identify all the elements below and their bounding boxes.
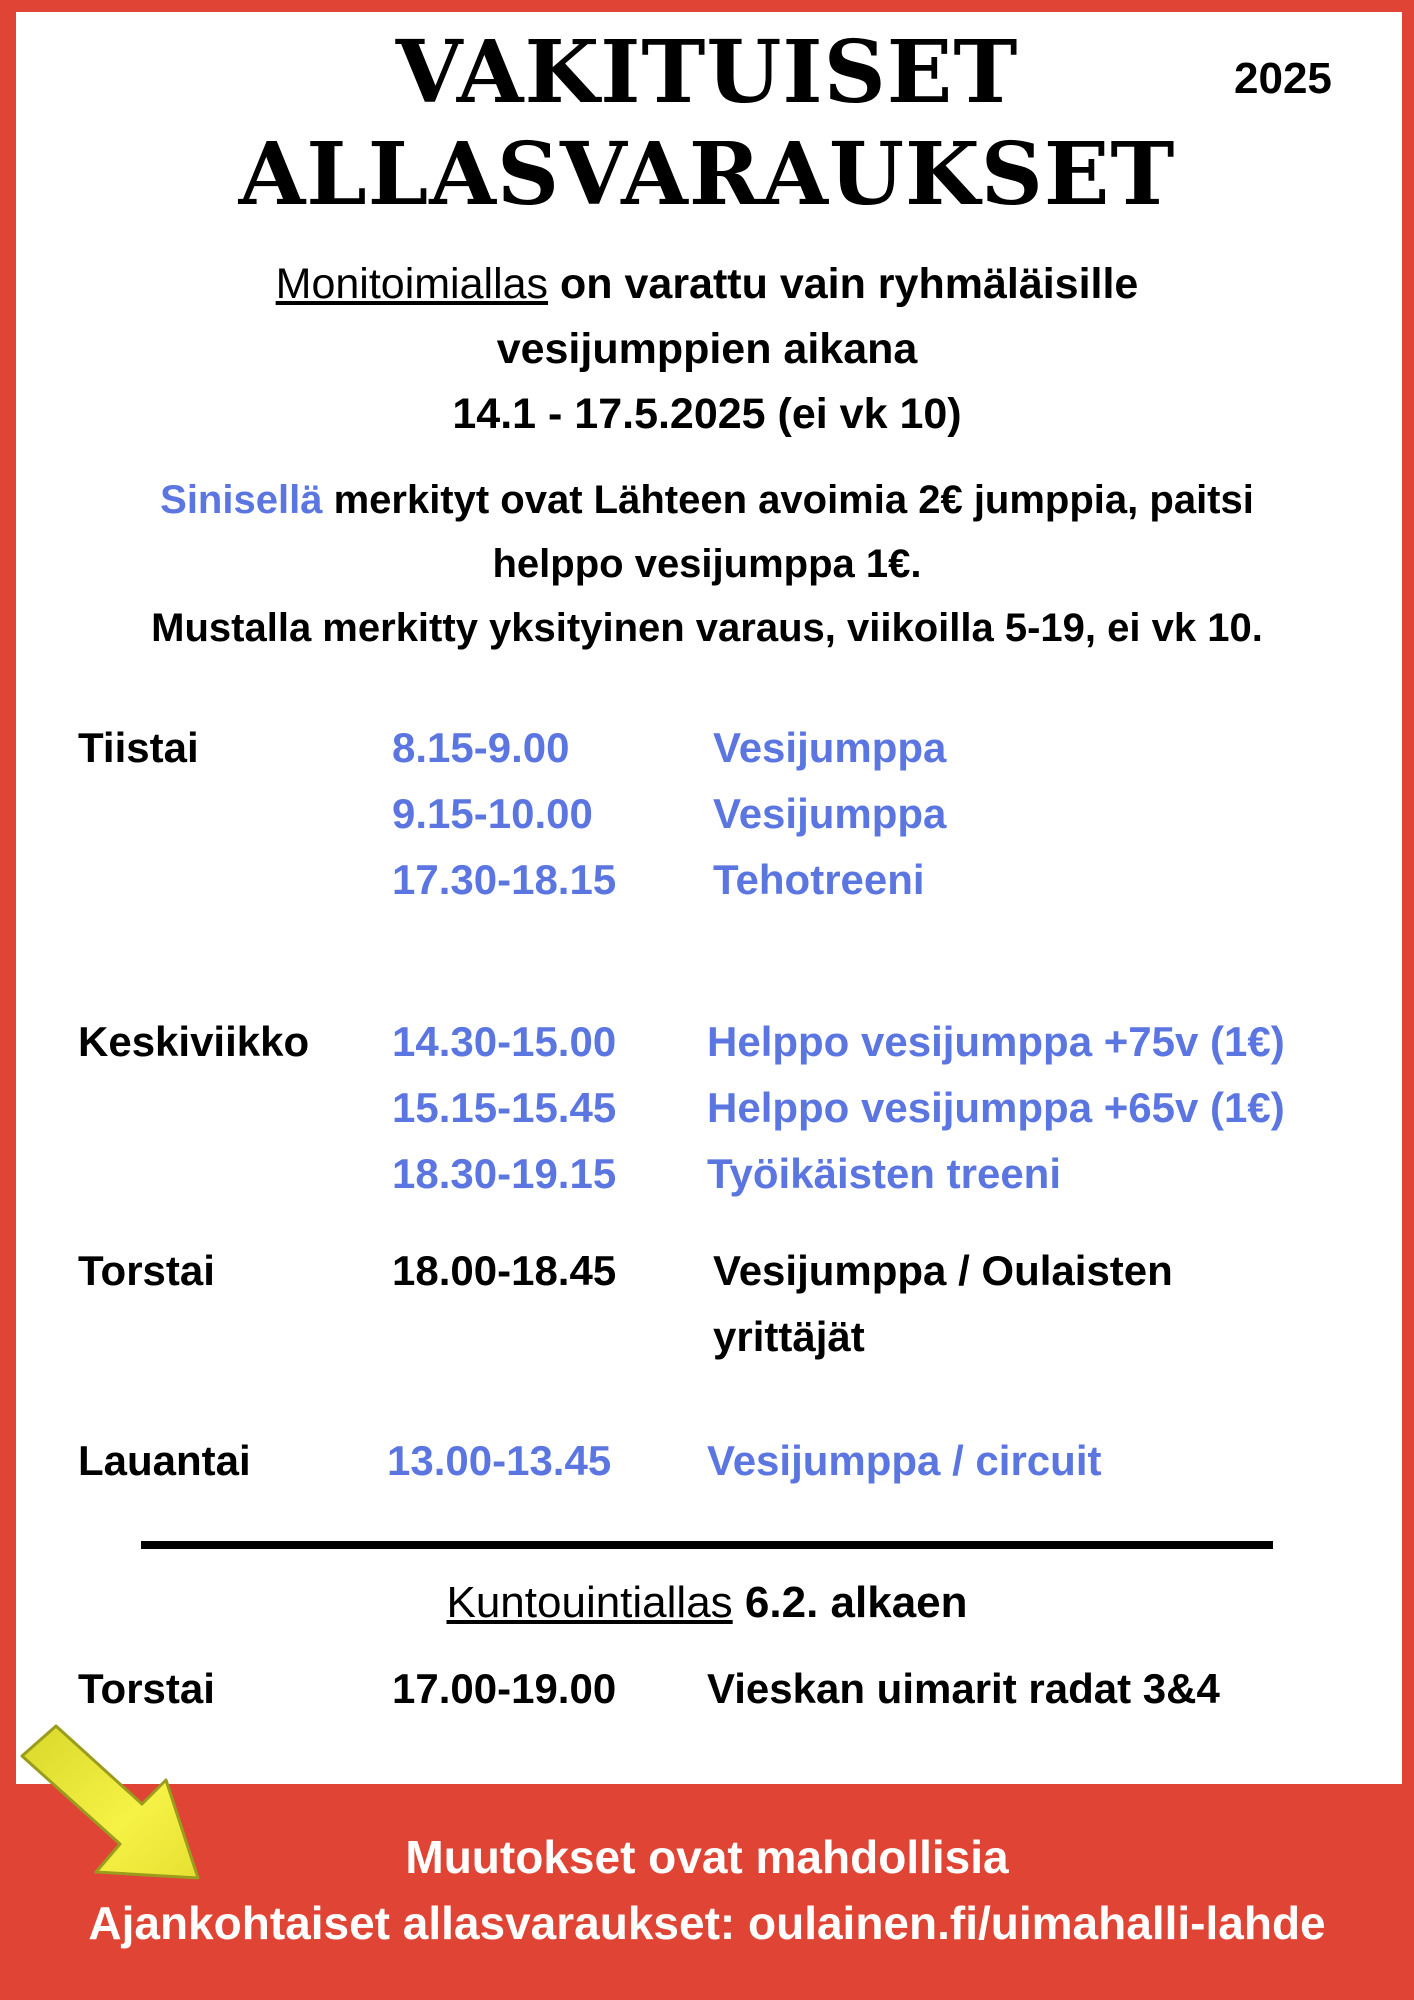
activity-line-1: Vesijumppa / Oulaisten	[713, 1247, 1173, 1294]
activity: Vesijumppa	[713, 790, 947, 837]
time-slot: 18.00-18.45	[392, 1247, 617, 1294]
time-slot: 14.30-15.00	[392, 1018, 617, 1065]
time-slot: 17.30-18.15	[392, 856, 617, 903]
activity: Helppo vesijumppa +75v (1€)	[707, 1018, 1285, 1065]
intro-text: Monitoimiallas on varattu vain ryhmäläisille vesijumppien aikana 14.1 - 17.5.2025 (ei vk 10)	[0, 252, 1414, 447]
day-torstai: Torstai	[78, 1247, 215, 1294]
day-tiistai: Tiistai	[78, 724, 199, 771]
activity: Vesijumppa	[713, 724, 947, 771]
time-slot: 9.15-10.00	[392, 790, 593, 837]
footer-note: Muutokset ovat mahdollisia	[405, 1831, 1009, 1883]
legend-text: Sinisellä merkityt ovat Lähteen avoimia 2€ jumppia, paitsi helppo vesijumppa 1€. Mustalla merkitty yksityinen varaus, viikoilla 5-19, ei vk 10.	[151, 478, 1263, 650]
time-slot: 15.15-15.45	[392, 1084, 617, 1131]
kuntoutus-pool-name: Kuntouintiallas	[446, 1578, 733, 1627]
time-slot: 13.00-13.45	[387, 1437, 612, 1484]
page-title	[0, 22, 1414, 226]
pool-name: Monitoimiallas	[275, 260, 549, 308]
time-slot: 8.15-9.00	[392, 724, 570, 771]
day-lauantai: Lauantai	[78, 1437, 251, 1484]
activity: Vieskan uimarit radat 3&4	[707, 1665, 1220, 1712]
divider	[141, 1541, 1273, 1549]
footer-link[interactable]: Ajankohtaiset allasvaraukset: oulainen.fi/uimahalli-lahde	[88, 1897, 1326, 1949]
day-torstai-kuntoutus: Torstai	[78, 1665, 215, 1712]
activity: Vesijumppa / circuit	[707, 1437, 1102, 1484]
year-label: 2025	[1234, 54, 1332, 103]
activity-line-2: yrittäjät	[713, 1313, 865, 1360]
day-keskiviikko: Keskiviikko	[78, 1018, 310, 1065]
time-slot: 17.00-19.00	[392, 1665, 617, 1712]
title-line-1: VAKITUISET	[395, 22, 1019, 123]
kuntoutus-heading: Kuntouintiallas 6.2. alkaen	[446, 1578, 968, 1627]
activity: Työikäisten treeni	[707, 1150, 1062, 1197]
date-range: 14.1 - 17.5.2025 (ei vk 10)	[452, 390, 962, 438]
activity: Helppo vesijumppa +65v (1€)	[707, 1084, 1285, 1131]
title-line-2: ALLASVARAUKSET	[238, 124, 1176, 225]
blue-legend-word: Sinisellä	[160, 478, 323, 522]
time-slot: 18.30-19.15	[392, 1150, 617, 1197]
activity: Tehotreeni	[713, 856, 925, 903]
